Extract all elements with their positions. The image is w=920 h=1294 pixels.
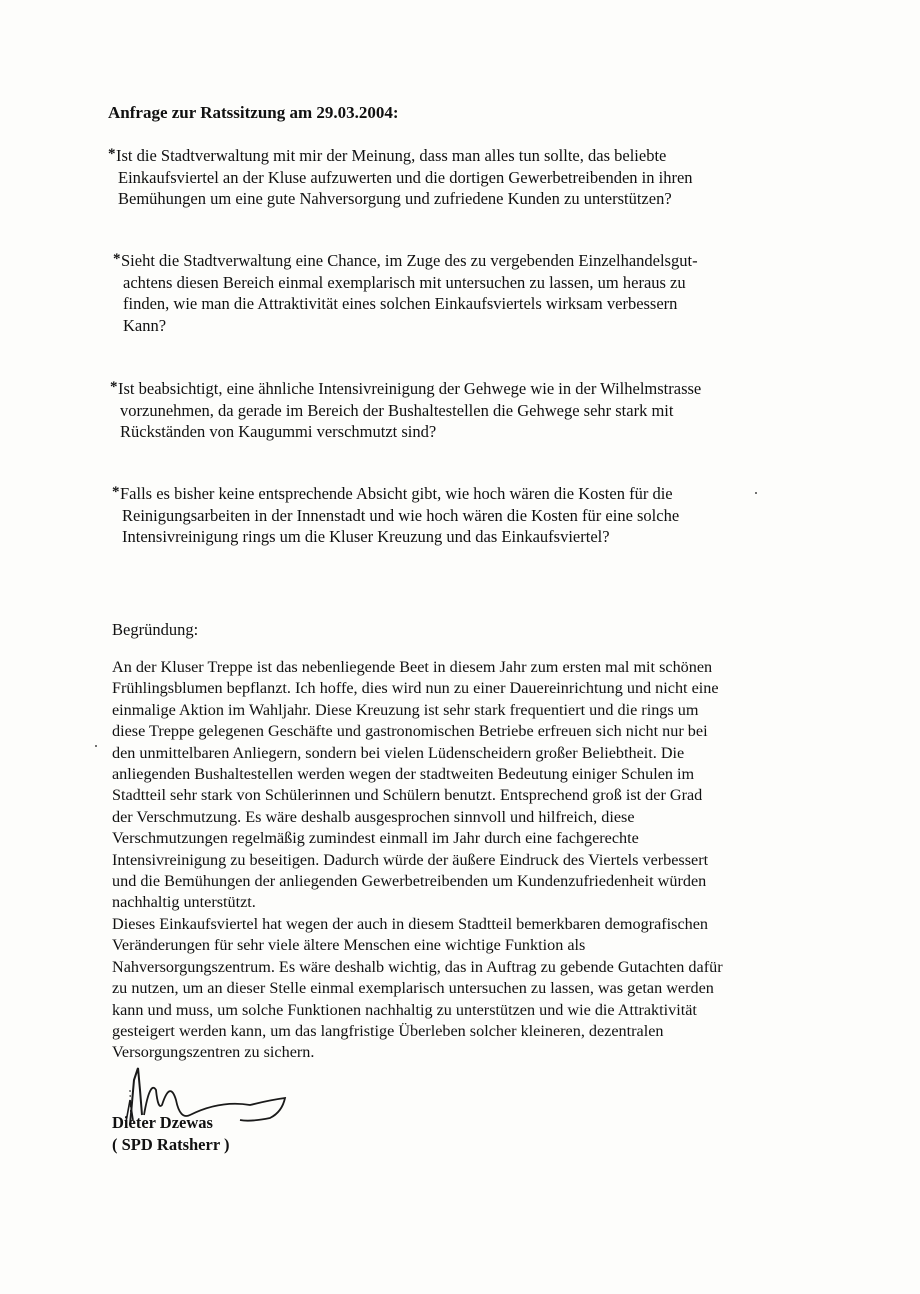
justification-line: einmalige Aktion im Wahljahr. Diese Kreuzung ist sehr stark frequentiert und die rings um: [112, 700, 699, 719]
justification-body: [112, 657, 723, 1064]
justification-line: Frühlingsblumen bepflanzt. Ich hoffe, dies wird nun zu einer Dauereinrichtung und nicht eine: [112, 679, 719, 698]
question-line: [113, 250, 698, 272]
question-2: [113, 250, 698, 336]
justification-line: und die Bemühungen der anliegenden Gewerbetreibenden um Kundenzufriedenheit würden: [112, 872, 707, 891]
signer-name: Dieter Dzewas: [112, 1113, 213, 1132]
question-line: [112, 483, 679, 505]
justification-line: Versorgungszentren zu sichern.: [112, 1043, 315, 1062]
justification-line: Verschmutzungen regelmäßig zumindest einmall im Jahr durch eine fachgerechte: [112, 829, 639, 848]
justification-line: zu nutzen, um an dieser Stelle einmal exemplarisch untersuchen zu lassen, was getan werden: [112, 979, 714, 998]
question-3: [110, 378, 701, 443]
justification-line: anliegenden Bushaltestellen werden wegen der stadtweiten Bedeutung einiger Schulen im: [112, 765, 695, 784]
question-text: Ist beabsichtigt, eine ähnliche Intensivreinigung der Gehwege wie in der Wilhelmstrasse: [118, 379, 702, 398]
question-line: Bemühungen um eine gute Nahversorgung und zufriedene Kunden zu unterstützen?: [118, 189, 672, 208]
justification-line: gesteigert werden kann, um das langfristige Überleben solcher kleineren, dezentralen: [112, 1021, 664, 1040]
justification-line: Dieses Einkaufsviertel hat wegen der auch in diesem Stadtteil bemerkbaren demografischen: [112, 914, 709, 933]
signer-role: ( SPD Ratsherr ): [112, 1135, 230, 1154]
bullet-marker: *: [108, 146, 116, 162]
question-text: Sieht die Stadtverwaltung eine Chance, im Zuge des zu vergebenden Einzelhandelsgut-: [121, 251, 698, 270]
question-line: finden, wie man die Attraktivität eines solchen Einkaufsviertels wirksam verbessern: [123, 294, 678, 313]
question-line: Kann?: [123, 315, 167, 335]
justification-line: Veränderungen für sehr viele ältere Menschen eine wichtige Funktion als: [112, 936, 586, 955]
bullet-marker: *: [110, 379, 118, 395]
question-line: Einkaufsviertel an der Kluse aufzuwerten und die dortigen Gewerbetreibenden in ihren: [118, 167, 693, 187]
question-line: Rückständen von Kaugummi verschmutzt sind?: [120, 422, 437, 441]
question-text: Ist die Stadtverwaltung mit mir der Meinung, dass man alles tun sollte, das beliebte: [116, 146, 667, 165]
question-1: [108, 145, 693, 210]
justification-line: Intensivreinigung zu beseitigen. Dadurch würde der äußere Eindruck des Viertels verbessert: [112, 850, 709, 869]
question-4: [112, 483, 679, 548]
bullet-marker: *: [112, 484, 120, 500]
question-line: [110, 378, 701, 400]
scan-speck: [95, 745, 97, 747]
question-line: Intensivreinigung rings um die Kluser Kreuzung und das Einkaufsviertel?: [122, 527, 610, 546]
question-line: Reinigungsarbeiten in der Innenstadt und wie hoch wären die Kosten für eine solche: [122, 505, 680, 525]
question-line: vorzunehmen, da gerade im Bereich der Bushaltestellen die Gehwege sehr stark mit: [120, 400, 674, 420]
justification-line: diese Treppe gelegenen Geschäfte und gastronomischen Betriebe erfreuen sich nicht nur bei: [112, 722, 708, 741]
justification-line: der Verschmutzung. Es wäre deshalb ausgesprochen sinnvoll und hilfreich, diese: [112, 807, 635, 826]
question-line: [108, 145, 693, 167]
justification-line: den unmittelbaren Anliegern, sondern bei vielen Lüdenscheidern großer Beliebtheit. Die: [112, 743, 685, 762]
justification-line: Nahversorgungszentrum. Es wäre deshalb wichtig, das in Auftrag zu gebende Gutachten dafür: [112, 957, 723, 976]
justification-line: kann und muss, um solche Funktionen nachhaltig zu unterstützen und wie die Attraktivität: [112, 1000, 697, 1019]
justification-line: An der Kluser Treppe ist das nebenliegende Beet in diesem Jahr zum ersten mal mit schönen: [112, 658, 713, 676]
justification-line: Stadtteil sehr stark von Schülerinnen und Schülern benutzt. Entsprechend groß ist der Grad: [112, 786, 703, 805]
bullet-marker: *: [113, 251, 121, 267]
question-line: achtens diesen Bereich einmal exemplarisch mit untersuchen zu lassen, um heraus zu: [123, 272, 686, 292]
scan-speck: [755, 492, 757, 494]
question-text: Falls es bisher keine entsprechende Absicht gibt, wie hoch wären die Kosten für die: [120, 484, 673, 503]
justification-heading: Begründung:: [112, 620, 199, 639]
document-title: Anfrage zur Ratssitzung am 29.03.2004:: [108, 103, 399, 122]
justification-line: nachhaltig unterstützt.: [112, 893, 256, 912]
